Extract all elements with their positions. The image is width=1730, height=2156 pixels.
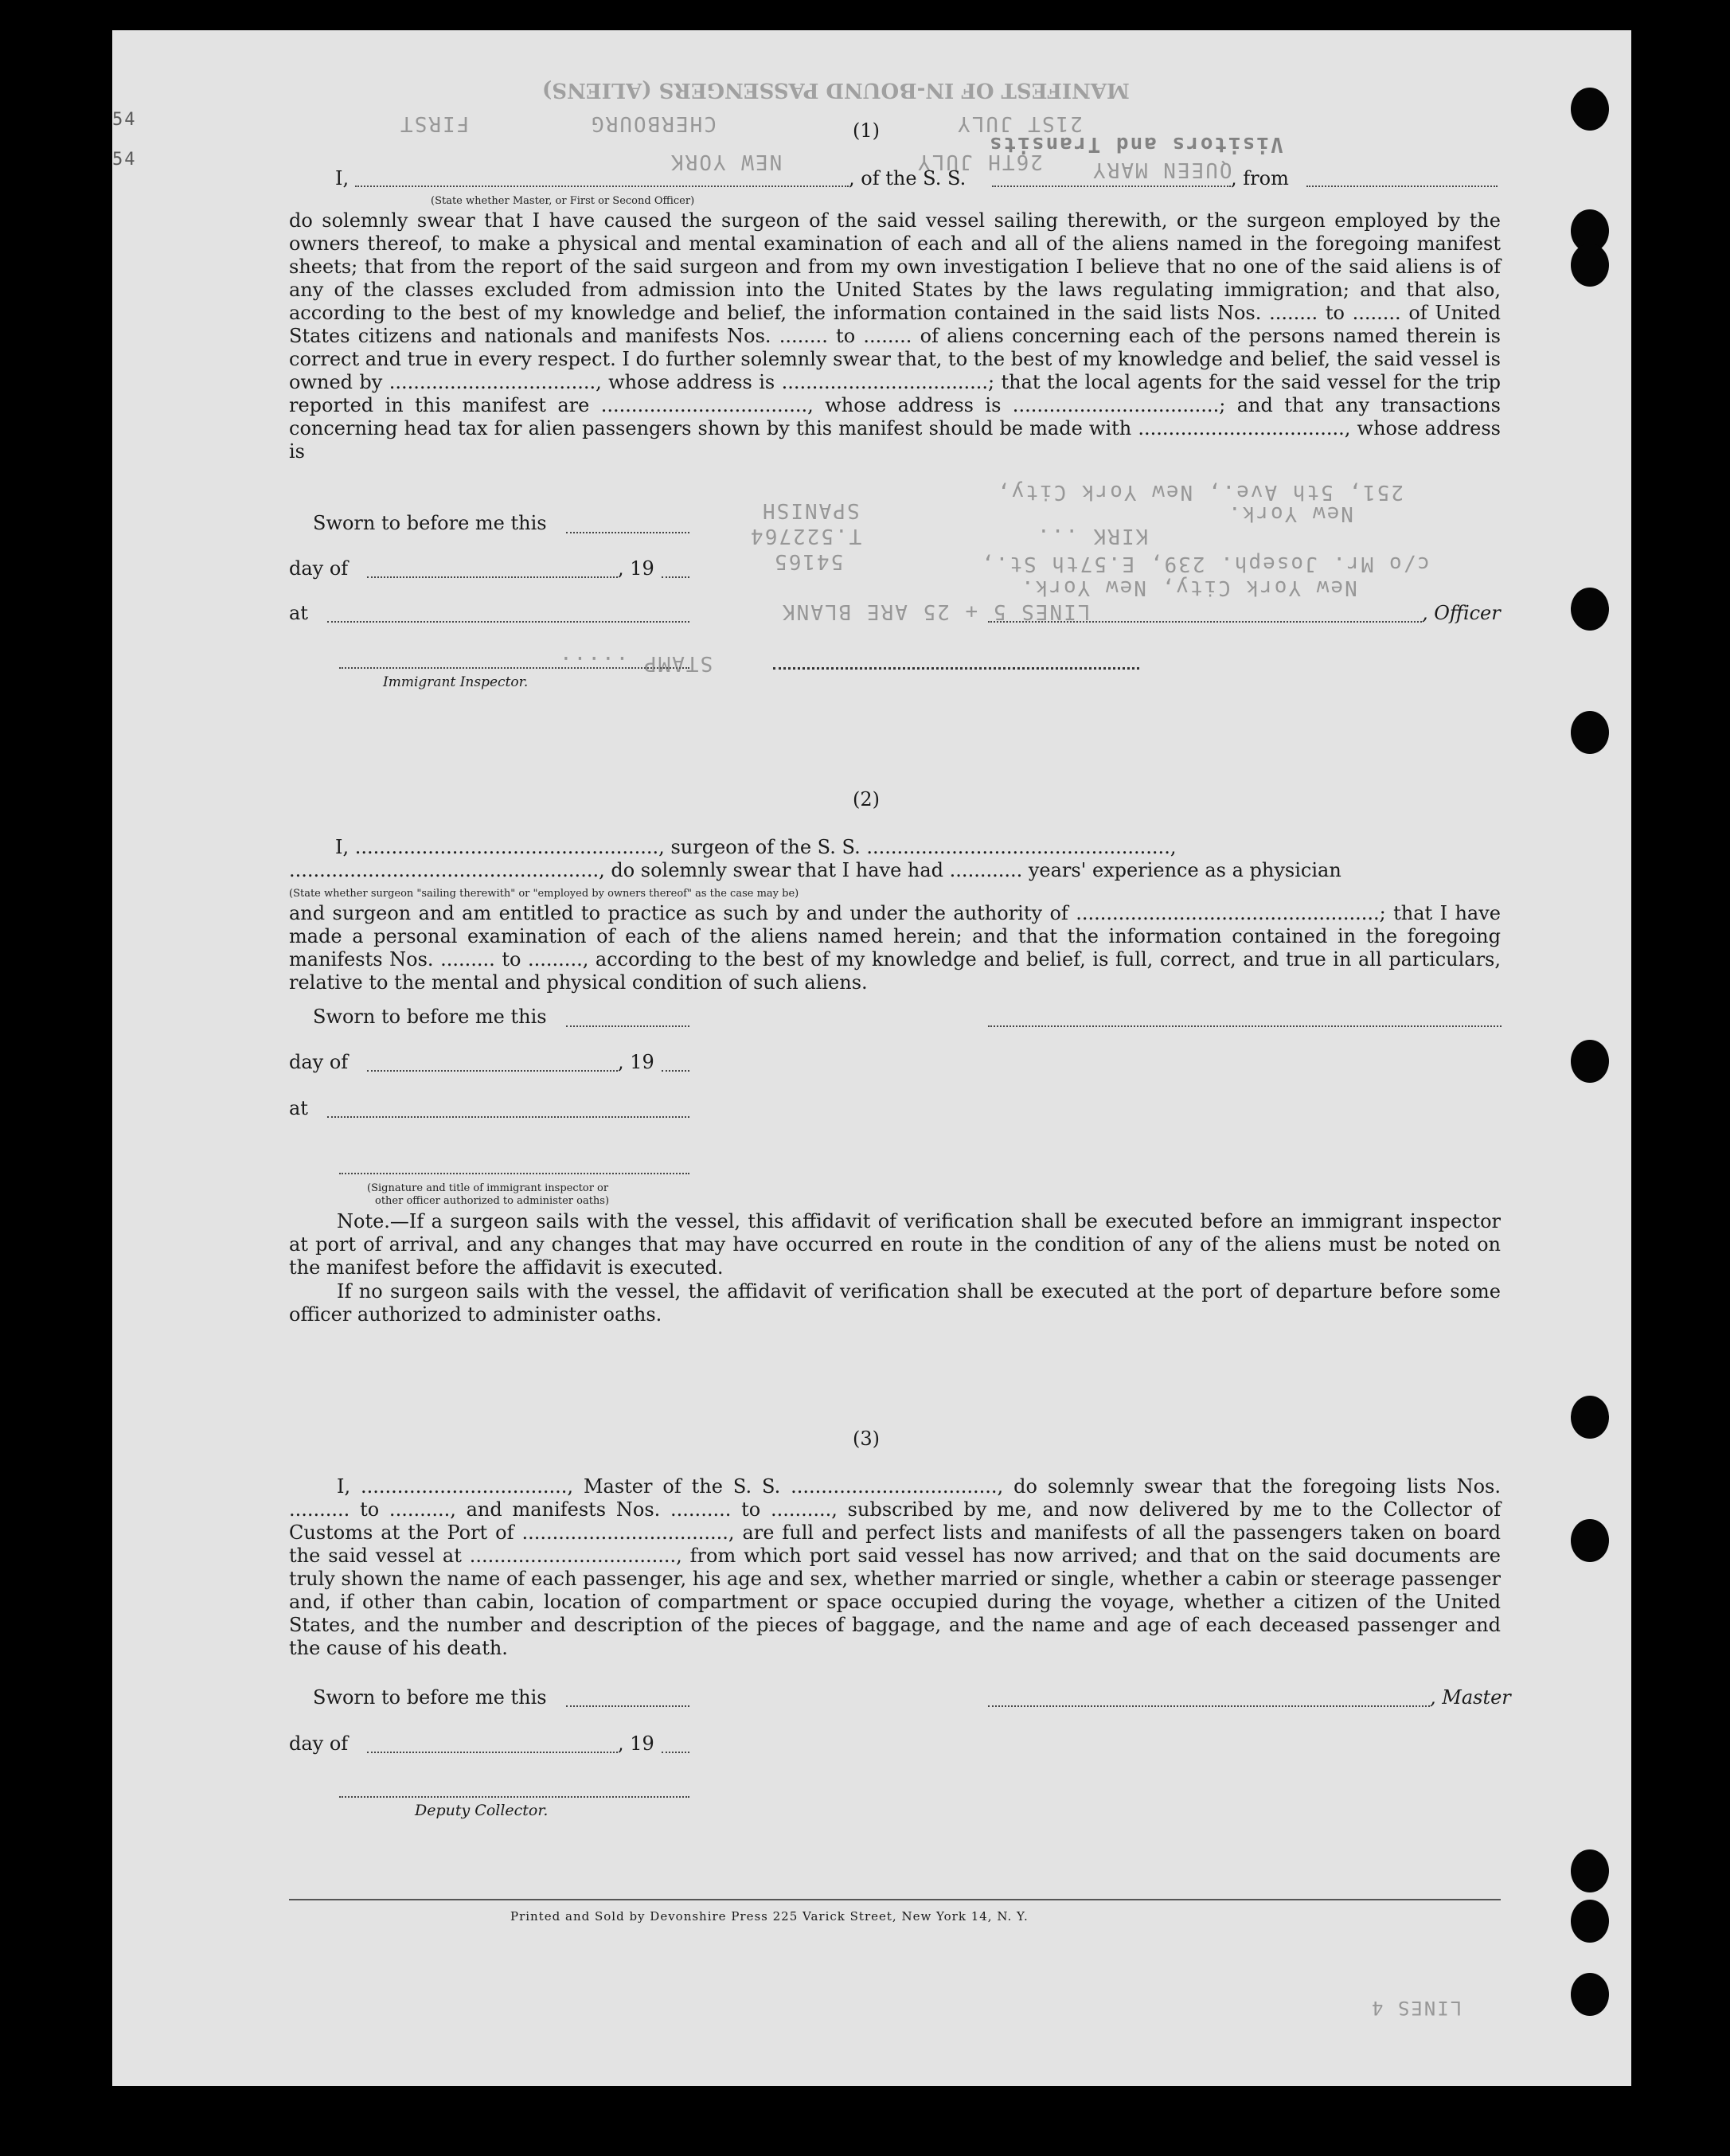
section-3-year-line (662, 1752, 689, 1753)
section-2-sig-line (988, 1025, 1502, 1027)
section-2-sig-2: other officer authorized to administer oaths) (375, 1195, 610, 1207)
section-2-sworn-line (566, 1025, 689, 1027)
footer-printer: Printed and Sold by Devonshire Press 225 Varick Street, New York 14, N. Y. (510, 1909, 1029, 1924)
ghost-ship: QUEEN MARY (1092, 158, 1232, 182)
section-2-note-2: If no surgeon sails with the vessel, the affidavit of verification shall be executed at the port of departure before some officer authorized to administer oaths. (289, 1280, 1501, 1326)
section-2-line1: I, .................................................., surgeon of the S. S. .................................................., (335, 836, 1177, 858)
typed-address-1: 251, 5th Ave., New York City, (996, 480, 1404, 504)
typed-address-4: New York City, New York. (1020, 576, 1357, 600)
punch-hole-3 (1571, 244, 1609, 287)
section-1-year-line (662, 576, 689, 578)
section-2-at: at (289, 1097, 308, 1119)
ghost-date-1: 21ST JULY (956, 111, 1083, 135)
section-1-name-line (355, 186, 849, 187)
section-2-sig-1: (Signature and title of immigrant inspector or (367, 1182, 609, 1194)
section-1-sub: (State whether Master, or First or Second Officer) (431, 195, 695, 207)
section-2-year-line (662, 1070, 689, 1072)
punch-hole-4 (1571, 588, 1609, 631)
section-1-day-line (367, 576, 618, 578)
section-3-day-line (367, 1752, 618, 1753)
section-2-number: (2) (853, 788, 880, 810)
section-1-officer: , Officer (1422, 602, 1501, 624)
section-1-paragraph: do solemnly swear that I have caused the surgeon of the said vessel sailing therewith, or the surgeon employed by the owners thereof, to make a physical and mental examination of each and all of the aliens named in the foregoing manifest sheets; that from the report of the said surgeon and from my own investigation I believe that no one of the said aliens is of any of the classes excluded from admission into the United States by the laws regulating immigration; and that also, according to the best of my knowledge and belief, the information contained in the said lists Nos. ........ to ........ of United States citizens and nationals and manifests Nos. ........ to ........ of aliens concerning each of the persons named therein is correct and true in every respect. I do further solemnly swear that, to the best of my knowledge and belief, the said vessel is owned by .................................., whose address is ..................................; that the local agents for the said vessel for the trip reported in this manifest are .................................., whose address is ..................................; and that any transactions concerning head tax for alien passengers shown by this manifest should be made with .................................., whose address is (289, 209, 1501, 463)
ghost-from-port: CHERBOURG (590, 111, 717, 135)
typed-address-2: New York. (1227, 502, 1353, 525)
ghost-date-2: 26TH JULY (916, 150, 1043, 174)
section-1-sworn-line (566, 532, 689, 533)
typed-t-num: T.522764 (749, 524, 862, 548)
section-1-inspector: Immigrant Inspector. (383, 674, 529, 690)
corner-mark: LINES 4 (1370, 1997, 1462, 2019)
section-1-number: (1) (853, 119, 880, 142)
punch-hole-11 (1571, 1973, 1609, 2016)
section-2-at-line (327, 1116, 689, 1118)
section-1-of-ss: , of the S. S. (849, 167, 967, 189)
section-1-year: , 19 (618, 557, 654, 580)
punch-hole-10 (1571, 1900, 1609, 1943)
footer-rule (289, 1899, 1501, 1900)
year-mark-1: 54 (112, 110, 137, 130)
punch-hole-9 (1571, 1849, 1609, 1892)
typed-lines: LINES 5 + 25 ARE BLANK (781, 600, 1091, 623)
punch-hole-6 (1571, 1040, 1609, 1083)
punch-hole-1 (1571, 88, 1609, 131)
typed-address-3: c/o Mr. Joseph. 239, E.57th St., (980, 552, 1430, 576)
ghost-class: FIRST (399, 111, 470, 135)
section-3-paragraph: I, .................................., Master of the S. S. .................................., do solemnly swear that the foregoing lists Nos. .......... to .........., and manifests Nos. .......... to .........., subscribed by me, and now delivered by me to the Collector of Customs at the Port of .................................., are full and perfect lists and manifests of all the passengers taken on board the said vessel at .................................., from which port said vessel has now arrived; and that on the said documents are truly shown the name of each passenger, his age and sex, whether married or single, whether a cabin or steerage passenger and, if other than cabin, location of compartment or space occupied during the voyage, whether a citizen of the United States, and the number and description of the pieces of baggage, and the name and age of each deceased passenger and the cause of his death. (289, 1475, 1501, 1659)
section-1-ship-line (992, 186, 1231, 187)
typed-num-2: 54165 (773, 549, 844, 573)
section-1-i: I, (335, 167, 350, 189)
section-1-from-line (1306, 186, 1498, 187)
section-3-deputy-line (339, 1796, 689, 1798)
section-2-sworn: Sworn to before me this (313, 1006, 547, 1028)
punch-hole-7 (1571, 1396, 1609, 1439)
typed-spanish: SPANISH (761, 498, 860, 522)
section-2-year: , 19 (618, 1051, 654, 1073)
section-1-at-line (327, 621, 689, 623)
section-1-at: at (289, 602, 308, 624)
punch-hole-5 (1571, 711, 1609, 754)
section-3-sworn-line (566, 1705, 689, 1707)
section-3-year: , 19 (618, 1732, 654, 1755)
section-2-inspector-line (339, 1173, 689, 1174)
section-1-extra-line (773, 667, 1139, 670)
section-2-line2: ..................................................., do solemnly swear that I have had ............ years' experience as a physician (289, 859, 1341, 881)
section-3-master: , Master (1430, 1686, 1511, 1709)
section-3-sworn: Sworn to before me this (313, 1686, 547, 1709)
section-3-number: (3) (853, 1428, 880, 1450)
section-1-sworn: Sworn to before me this (313, 512, 547, 534)
section-3-deputy: Deputy Collector. (415, 1802, 549, 1819)
section-2-sub: (State whether surgeon "sailing therewith" or "employed by owners thereof" as the case may be) (289, 888, 799, 900)
section-2-day-of: day of (289, 1051, 349, 1073)
year-mark-2: 54 (112, 150, 137, 170)
section-3-day-of: day of (289, 1732, 349, 1755)
section-1-day-of: day of (289, 557, 349, 580)
punch-hole-8 (1571, 1519, 1609, 1562)
manifest-page (112, 30, 1631, 2086)
section-1-from: , from (1231, 167, 1289, 189)
section-2-note-1: Note.—If a surgeon sails with the vessel, this affidavit of verification shall be executed before an immigrant inspector at port of arrival, and any changes that may have occurred en route in the condition of any of the aliens must be noted on the manifest before the affidavit is executed. (289, 1210, 1501, 1279)
section-3-master-line (988, 1705, 1430, 1707)
ghost-manifest-title: MANIFEST OF IN-BOUND PASSENGERS (ALIENS) (542, 78, 1130, 102)
ghost-visitors: Visitors and Transits (988, 132, 1283, 156)
section-2-day-line (367, 1070, 618, 1072)
section-2-paragraph: and surgeon and am entitled to practice as such by and under the authority of ..................................................; that I have made a personal examination of each of the aliens named herein; and that the information contained in the foregoing manifests Nos. ......... to ........., according to the best of my knowledge and belief, is full, correct, and true in all particulars, relative to the mental and physical condition of such aliens. (289, 902, 1501, 994)
ghost-to-port: NEW YORK (670, 150, 783, 174)
typed-mirror-name: KIRK ... (1036, 524, 1149, 548)
typed-stamp: STAMP ..... (558, 651, 713, 675)
